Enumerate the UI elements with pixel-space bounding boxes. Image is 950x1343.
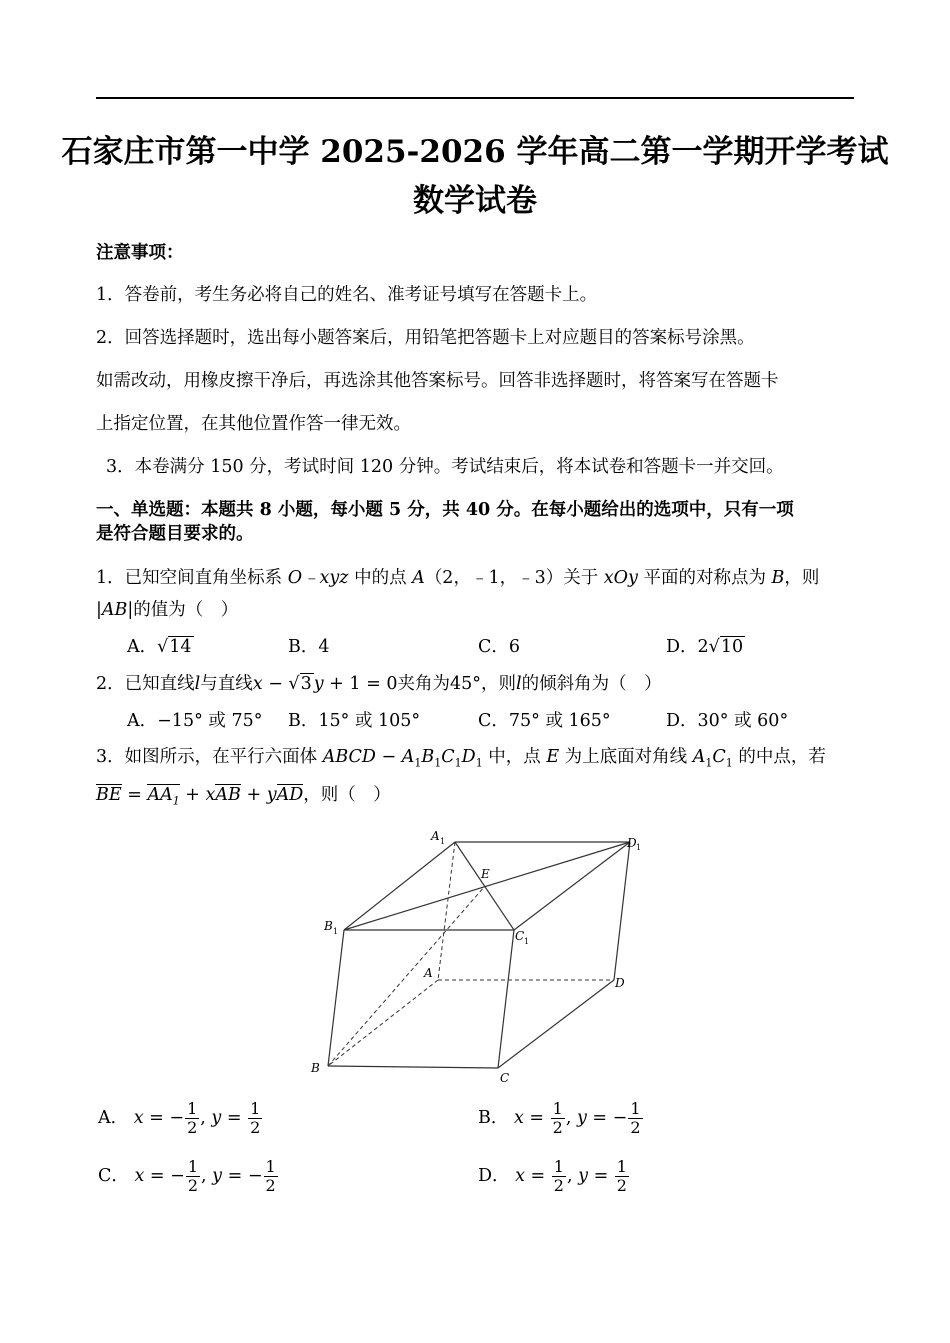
notice-item-2a: 2．回答选择题时，选出每小题答案后，用铅笔把答题卡上对应题目的答案标号涂黑。 [96, 328, 755, 348]
label-c1-sub: 1 [524, 937, 530, 946]
q1-option-a[interactable]: A．√14 [127, 637, 192, 657]
edge-c-d [498, 980, 614, 1068]
notice-heading: 注意事项： [96, 243, 184, 263]
diag-b1-d1 [344, 842, 630, 930]
edge-a1-a-hidden [438, 842, 455, 980]
label-b: B [311, 1061, 320, 1075]
parallelepiped-figure [300, 820, 660, 1090]
edge-d1-d [614, 842, 630, 980]
label-a1: A [431, 829, 440, 843]
q3-option-a[interactable]: A． x = − $\frac{1}{2}$ , y = $\frac{1}{2}$ [98, 1099, 261, 1137]
exam-subtitle: 数学试卷 [413, 183, 537, 219]
section-heading-line2: 是符合题目要求的。 [96, 524, 254, 544]
label-b1: B [324, 919, 333, 933]
segment-b-e-hidden [328, 886, 485, 1066]
q2-option-d[interactable]: D．30° 或 60° [666, 711, 789, 731]
edge-b1-b [328, 930, 344, 1066]
label-c: C [500, 1071, 510, 1085]
notice-item-3: 3．本卷满分 150 分，考试时间 120 分钟。考试结束后，将本试卷和答题卡一并交回。 [106, 457, 784, 477]
q3-option-d[interactable]: D． x = $\frac{1}{2}$ , y = $\frac{1}{2}$ [478, 1157, 627, 1195]
label-b1-sub: 1 [333, 927, 339, 936]
q3-stem-line2: BE = $AA_1$ + xAB + yAD，则（ ） [96, 785, 391, 808]
q3-stem-line1: 3．如图所示，在平行六面体 ABCD − $A_1B_1C_1D_1$ 中，点 E 为上底面对角线 $A_1C_1$ 的中点，若 [96, 747, 826, 770]
q1-option-b[interactable]: B．4 [288, 637, 330, 657]
exam-title: 石家庄市第一中学 2025-2026 学年高二第一学期开学考试 [61, 134, 889, 170]
label-a: A [424, 966, 433, 980]
edge-a1-b1 [344, 842, 455, 930]
label-a1-sub: 1 [440, 837, 446, 846]
edge-c1-d1 [514, 842, 630, 930]
label-d: D [615, 976, 625, 990]
label-c1: C [515, 929, 525, 943]
notice-item-1: 1．答卷前，考生务必将自己的姓名、准考证号填写在答题卡上。 [96, 285, 598, 305]
q2-option-b[interactable]: B．15° 或 105° [288, 711, 421, 731]
edge-a-b-hidden [328, 980, 438, 1066]
label-d1: D [627, 836, 637, 850]
q3-option-b[interactable]: B． x = $\frac{1}{2}$ , y = − $\frac{1}{2}$ [478, 1099, 641, 1137]
edge-b-c [328, 1066, 498, 1068]
q2-stem: 2．已知直线l与直线x − √3 y + 1 = 0夹角为45°，则l的倾斜角为（ ） [96, 674, 662, 694]
section-heading-line1: 一、单选题：本题共 8 小题，每小题 5 分，共 40 分。在每小题给出的选项中，只有一项 [96, 500, 794, 520]
edge-c1-c [498, 930, 514, 1068]
top-rule [96, 97, 854, 99]
label-e: E [481, 867, 490, 881]
q1-option-c[interactable]: C．6 [478, 637, 521, 657]
q1-stem-line2: |AB|的值为（ ） [96, 600, 239, 620]
notice-item-2b: 如需改动，用橡皮擦干净后，再选涂其他答案标号。回答非选择题时，将答案写在答题卡 [96, 371, 779, 391]
q3-option-c[interactable]: C． x = − $\frac{1}{2}$ , y = − $\frac{1}{2}$ [98, 1157, 276, 1195]
q2-option-c[interactable]: C．75° 或 165° [478, 711, 611, 731]
q1-stem-line1: 1．已知空间直角坐标系 O﹣xyz 中的点 A（2，﹣1，﹣3）关于 xOy 平面的对称点为 B，则 [96, 568, 820, 588]
q1-option-d[interactable]: D．2√10 [666, 637, 744, 657]
label-d1-sub: 1 [636, 843, 642, 852]
q2-option-a[interactable]: A．−15° 或 75° [127, 711, 263, 731]
notice-item-2c: 上指定位置，在其他位置作答一律无效。 [96, 414, 411, 434]
